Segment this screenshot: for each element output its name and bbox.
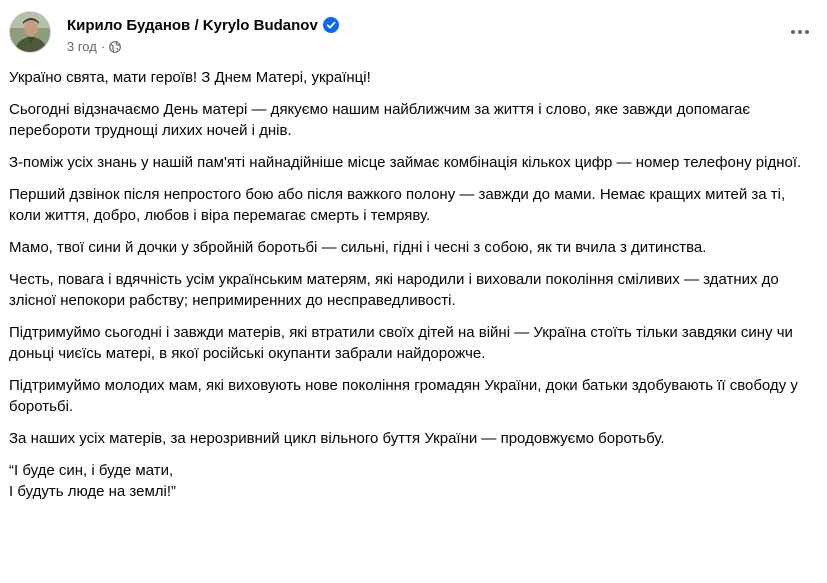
post-paragraph: З-поміж усіх знань у нашій пам'яті найнадійніше місце займає комбінація кількох цифр — номер телефону рідної. [9,154,802,171]
more-dot [805,30,809,34]
post-timestamp[interactable]: 3 год [67,39,97,54]
post-header [0,0,827,64]
post-paragraph: Перший дзвінок після непростого бою або після важкого полону — завжди до мами. Немає кращих митей за ті, коли життя, добро, любов і віра перемагає смерть і темряву. [9,186,786,224]
post-paragraph: Україно свята, мати героїв! З Днем Матері, українці! [9,69,371,86]
author-line [67,14,339,36]
post-paragraph: Мамо, твої сини й дочки у збройній боротьбі — сильні, гідні і чесні з собою, як ти вчила з дитинства. [9,239,707,256]
post-paragraph: Підтримуймо молодих мам, які виховують нове покоління громадян України, доки батьки здобувають її свободу у боротьбі. [9,377,798,415]
post-body [9,67,821,502]
more-options-icon[interactable] [782,14,818,50]
post-meta [67,39,121,54]
meta-separator: · [100,39,106,54]
more-dot [798,30,802,34]
more-dot [791,30,795,34]
avatar-image [10,12,51,53]
globe-icon[interactable] [109,41,121,53]
post-paragraph: Честь, повага і вдячність усім українським матерям, які народили і виховали покоління сміливих — здатних до злісної непокори рабству; непримиренних до несправедливості. [9,271,779,309]
post-paragraph: Сьогодні відзначаємо День матері — дякуємо нашим найближчим за життя і слово, яке завжди допомагає перебороти труднощі лихих ночей і днів. [9,101,751,139]
verified-badge-icon [323,17,339,33]
post-quote: “І буде син, і буде мати, І будуть люде на землі!” [9,462,177,500]
author-name[interactable]: Кирило Буданов / Kyrylo Budanov [67,16,318,34]
post-paragraph: За наших усіх матерів, за нерозривний цикл вільного буття України — продовжуємо боротьбу. [9,430,665,447]
avatar[interactable] [9,11,51,53]
post-paragraph: Підтримуймо сьогодні і завжди матерів, які втратили своїх дітей на війні — Україна стоїть тільки завдяки сину чи доньці чиєїсь матері, в якої російські окупанти забрали найдорожче. [9,324,793,362]
